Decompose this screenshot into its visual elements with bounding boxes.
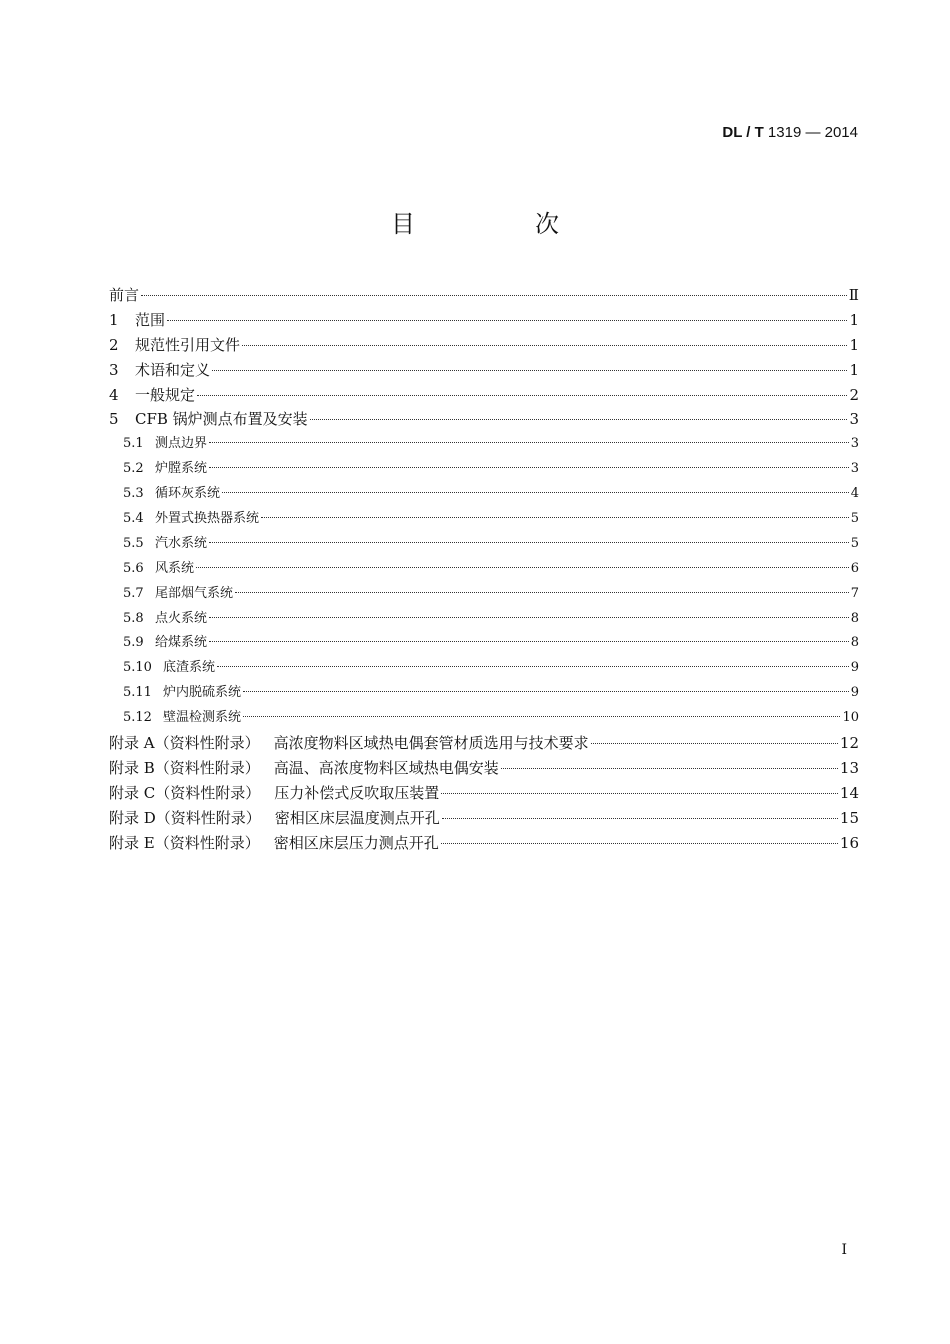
toc-entry-number: 5.9 [123, 635, 144, 651]
toc-appendix-c[interactable] [109, 781, 859, 806]
toc-entry-page: 3 [850, 436, 859, 452]
appendix-prefix: 附录 A（资料性附录） [109, 734, 260, 753]
toc-entry-number: 5.8 [123, 610, 144, 626]
page-number: I [841, 1242, 847, 1258]
toc-subentry-5-4[interactable] [109, 507, 859, 532]
toc-subentry-5-2[interactable] [109, 457, 859, 482]
toc-entry-label: 炉膛系统 [155, 461, 208, 477]
toc-entry-foreword[interactable] [109, 283, 859, 308]
toc-entry-page: 8 [850, 635, 859, 651]
toc-subentry-5-6[interactable] [109, 557, 859, 582]
toc-entry-label: 炉内脱硫系统 [163, 685, 242, 701]
toc-entry-label: 风系统 [155, 560, 195, 576]
toc-entry-label: 密相区床层温度测点开孔 [274, 808, 440, 827]
toc-entry-label: 循环灰系统 [155, 486, 221, 502]
dot-leader [209, 542, 849, 543]
dot-leader [141, 295, 847, 296]
toc-entry-page: 3 [849, 410, 859, 429]
toc-entry-label: 规范性引用文件 [135, 335, 241, 354]
toc-entry-label: 测点边界 [155, 436, 208, 452]
toc-entry-label: 尾部烟气系统 [155, 585, 234, 601]
toc-entry-label: 一般规定 [135, 385, 196, 404]
toc-entry-page: 5 [850, 535, 859, 551]
toc-appendix-a[interactable] [109, 731, 859, 756]
dot-leader [209, 641, 849, 642]
toc-appendix-d[interactable] [109, 806, 859, 831]
dot-leader [209, 617, 849, 618]
dot-leader [442, 818, 838, 819]
toc-entry-page: 12 [839, 734, 859, 753]
dot-leader [196, 567, 849, 568]
table-of-contents [109, 283, 859, 855]
dot-leader [243, 691, 849, 692]
toc-appendix-e[interactable] [109, 831, 859, 856]
appendix-prefix: 附录 B（资料性附录） [109, 758, 260, 777]
dot-leader [441, 843, 838, 844]
toc-entry-page: 3 [850, 461, 859, 477]
toc-entry-number: 5.4 [123, 511, 144, 527]
dot-leader [441, 793, 838, 794]
toc-entry-page: Ⅱ [848, 286, 859, 304]
toc-appendix-b[interactable] [109, 756, 859, 781]
toc-entry-page: 7 [850, 585, 859, 601]
appendix-prefix: 附录 E（资料性附录） [109, 833, 260, 852]
toc-entry-1[interactable] [109, 308, 859, 333]
toc-entry-label: 高浓度物料区域热电偶套管材质选用与技术要求 [273, 734, 589, 753]
toc-entry-page: 1 [849, 335, 859, 354]
toc-entry-number: 5.2 [123, 461, 144, 477]
toc-title: 目 次 [391, 210, 607, 238]
toc-subentry-5-10[interactable] [109, 656, 859, 681]
dot-leader [167, 320, 847, 321]
toc-subentry-5-9[interactable] [109, 631, 859, 656]
toc-entry-page: 10 [842, 710, 859, 726]
toc-entry-number: 5.11 [123, 685, 152, 701]
toc-entry-4[interactable] [109, 383, 859, 408]
toc-entry-number: 5.6 [123, 560, 144, 576]
toc-subentry-5-7[interactable] [109, 582, 859, 607]
toc-subentry-5-1[interactable] [109, 432, 859, 457]
toc-subentry-5-12[interactable] [109, 706, 859, 731]
toc-entry-number: 5.10 [123, 660, 152, 676]
toc-entry-label: 壁温检测系统 [163, 710, 242, 726]
toc-subentry-5-8[interactable] [109, 607, 859, 632]
toc-entry-label: 范围 [135, 310, 166, 329]
toc-subentry-5-5[interactable] [109, 532, 859, 557]
toc-entry-number: 5.7 [123, 585, 144, 601]
toc-entry-label: 前言 [109, 286, 140, 304]
toc-entry-page: 6 [850, 560, 859, 576]
toc-entry-label: 底渣系统 [163, 660, 216, 676]
toc-entry-page: 9 [850, 685, 859, 701]
standard-year: 1319 — 2014 [767, 124, 858, 141]
dot-leader [235, 592, 849, 593]
dot-leader [261, 517, 849, 518]
toc-entry-label: 术语和定义 [135, 360, 211, 379]
standard-number-header [722, 124, 858, 141]
dot-leader [209, 467, 849, 468]
toc-entry-label: 密相区床层压力测点开孔 [273, 833, 439, 852]
toc-entry-label: 点火系统 [155, 610, 208, 626]
appendix-prefix: 附录 C（资料性附录） [109, 783, 261, 802]
dot-leader [501, 768, 838, 769]
toc-entry-number: 5.1 [123, 436, 144, 452]
toc-entry-page: 4 [850, 486, 859, 502]
toc-entry-page: 14 [839, 783, 859, 802]
toc-entry-page: 15 [839, 808, 859, 827]
toc-entry-page: 1 [849, 310, 859, 329]
toc-entry-number: 2 [109, 335, 119, 354]
toc-entry-page: 2 [849, 385, 859, 404]
dot-leader [222, 492, 849, 493]
toc-entry-number: 5.3 [123, 486, 144, 502]
dot-leader [217, 666, 849, 667]
dot-leader [242, 345, 847, 346]
toc-entry-label: 外置式换热器系统 [155, 511, 260, 527]
toc-entry-number: 5 [109, 410, 119, 429]
dot-leader [197, 395, 847, 396]
dot-leader [591, 743, 838, 744]
toc-entry-number: 3 [109, 360, 119, 379]
toc-entry-page: 16 [839, 833, 859, 852]
toc-entry-5[interactable] [109, 407, 859, 432]
dot-leader [212, 370, 847, 371]
toc-entry-number: 5.12 [123, 710, 152, 726]
toc-entry-3[interactable] [109, 358, 859, 383]
toc-entry-label: CFB 锅炉测点布置及安装 [135, 410, 308, 429]
toc-subentry-5-3[interactable] [109, 482, 859, 507]
dot-leader [310, 419, 848, 420]
dot-leader [209, 442, 849, 443]
toc-entry-page: 13 [839, 758, 859, 777]
toc-entry-page: 8 [850, 610, 859, 626]
toc-entry-page: 5 [850, 511, 859, 527]
toc-entry-label: 高温、高浓度物料区域热电偶安装 [273, 758, 499, 777]
appendix-prefix: 附录 D（资料性附录） [109, 808, 261, 827]
toc-entry-number: 1 [109, 310, 119, 329]
dot-leader [243, 716, 840, 717]
toc-entry-page: 1 [849, 360, 859, 379]
standard-code: DL / T [722, 124, 764, 141]
toc-subentry-5-11[interactable] [109, 681, 859, 706]
toc-entry-page: 9 [850, 660, 859, 676]
toc-entry-label: 压力补偿式反吹取压装置 [274, 783, 440, 802]
toc-entry-label: 给煤系统 [155, 635, 208, 651]
toc-entry-2[interactable] [109, 333, 859, 358]
toc-entry-number: 5.5 [123, 535, 144, 551]
toc-entry-label: 汽水系统 [155, 535, 208, 551]
toc-entry-number: 4 [109, 385, 119, 404]
